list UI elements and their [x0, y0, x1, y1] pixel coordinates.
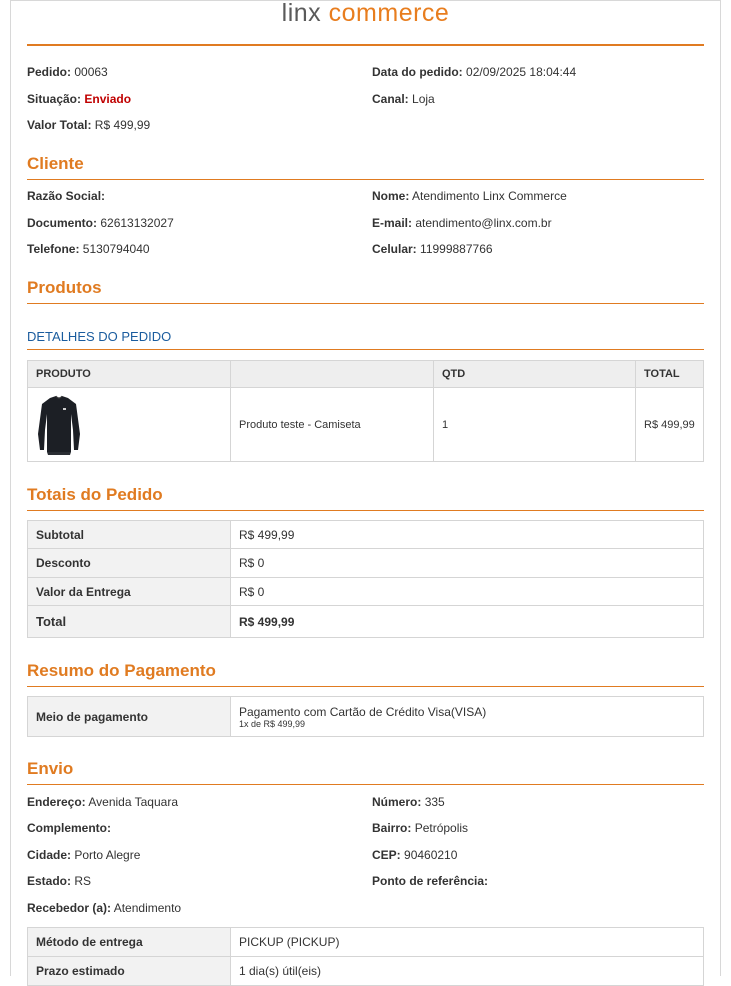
order-number: Pedido: 00063 — [27, 65, 108, 79]
table-row — [28, 549, 704, 578]
shipping-label: Prazo estimado — [28, 957, 231, 986]
column-header-produto: PRODUTO — [28, 361, 231, 388]
envio-recebedor: Recebedor (a): Atendimento — [27, 901, 182, 915]
section-divider — [27, 686, 704, 687]
section-title-pagamento: Resumo do Pagamento — [27, 661, 216, 680]
envio-bairro: Bairro: Petrópolis — [372, 821, 469, 835]
section-title-envio: Envio — [27, 759, 74, 778]
order-email — [10, 0, 721, 976]
totals-value: R$ 499,99 — [231, 521, 704, 549]
envio-referencia: Ponto de referência: — [372, 874, 489, 888]
shipping-value: PICKUP (PICKUP) — [231, 928, 704, 957]
envio-cep: CEP: 90460210 — [372, 848, 458, 862]
shipping-value: 1 dia(s) útil(eis) — [231, 957, 704, 986]
envio-complemento: Complemento: — [27, 821, 111, 835]
payment-installments: 1x de R$ 499,99 — [239, 718, 306, 729]
cliente-razao: Razão Social: — [27, 189, 106, 203]
table-row — [28, 388, 704, 462]
cliente-telefone: Telefone: 5130794040 — [27, 242, 150, 256]
totals-label: Subtotal — [28, 521, 231, 549]
totals-label: Valor da Entrega — [28, 578, 231, 606]
payment-label: Meio de pagamento — [28, 697, 231, 737]
tshirt-image-icon — [36, 394, 82, 456]
table-header-row — [28, 361, 704, 388]
payment-table — [27, 696, 704, 737]
cliente-celular: Celular: 11999887766 — [372, 242, 493, 256]
totals-value: R$ 0 — [231, 549, 704, 578]
order-total: Valor Total: R$ 499,99 — [27, 118, 151, 132]
envio-estado: Estado: RS — [27, 874, 92, 888]
table-row — [28, 521, 704, 549]
payment-value-cell — [231, 697, 704, 737]
status-badge: Enviado — [84, 92, 132, 106]
table-row — [28, 957, 704, 986]
product-qty: 1 — [434, 388, 636, 462]
column-header-descricao — [231, 361, 434, 388]
order-channel: Canal: Loja — [372, 92, 435, 106]
totals-value: R$ 0 — [231, 578, 704, 606]
order-date: Data do pedido: 02/09/2025 18:04:44 — [372, 65, 577, 79]
column-header-qtd: QTD — [434, 361, 636, 388]
header-divider — [27, 44, 704, 46]
table-row — [28, 697, 704, 737]
product-name: Produto teste - Camiseta — [231, 388, 434, 462]
totals-table — [27, 520, 704, 638]
table-row — [28, 928, 704, 957]
table-row — [28, 578, 704, 606]
totals-label-total: Total — [28, 606, 231, 638]
section-divider — [27, 784, 704, 785]
section-title-produtos: Produtos — [27, 278, 102, 297]
product-total: R$ 499,99 — [636, 388, 704, 462]
section-divider — [27, 303, 704, 304]
totals-value-total: R$ 499,99 — [231, 606, 704, 638]
order-status: Situação: Enviado — [27, 92, 132, 106]
section-divider — [27, 510, 704, 511]
order-details-subtitle: DETALHES DO PEDIDO — [27, 329, 172, 344]
product-image-cell — [28, 388, 231, 462]
cliente-documento: Documento: 62613132027 — [27, 216, 174, 230]
column-header-total: TOTAL — [636, 361, 704, 388]
envio-cidade: Cidade: Porto Alegre — [27, 848, 141, 862]
linx-commerce-logo: linx commerce — [281, 0, 450, 27]
shipping-table — [27, 927, 704, 986]
shipping-label: Método de entrega — [28, 928, 231, 957]
products-table — [27, 360, 704, 462]
section-divider — [27, 179, 704, 180]
subsection-divider — [27, 349, 704, 350]
section-title-cliente: Cliente — [27, 154, 84, 173]
table-row — [28, 606, 704, 638]
envio-endereco: Endereço: Avenida Taquara — [27, 795, 178, 809]
cliente-nome: Nome: Atendimento Linx Commerce — [372, 189, 567, 203]
envio-numero: Número: 335 — [372, 795, 445, 809]
section-title-totais: Totais do Pedido — [27, 485, 163, 504]
totals-label: Desconto — [28, 549, 231, 578]
cliente-email: E-mail: atendimento@linx.com.br — [372, 216, 552, 230]
payment-method: Pagamento com Cartão de Crédito Visa(VISA) — [239, 704, 487, 719]
